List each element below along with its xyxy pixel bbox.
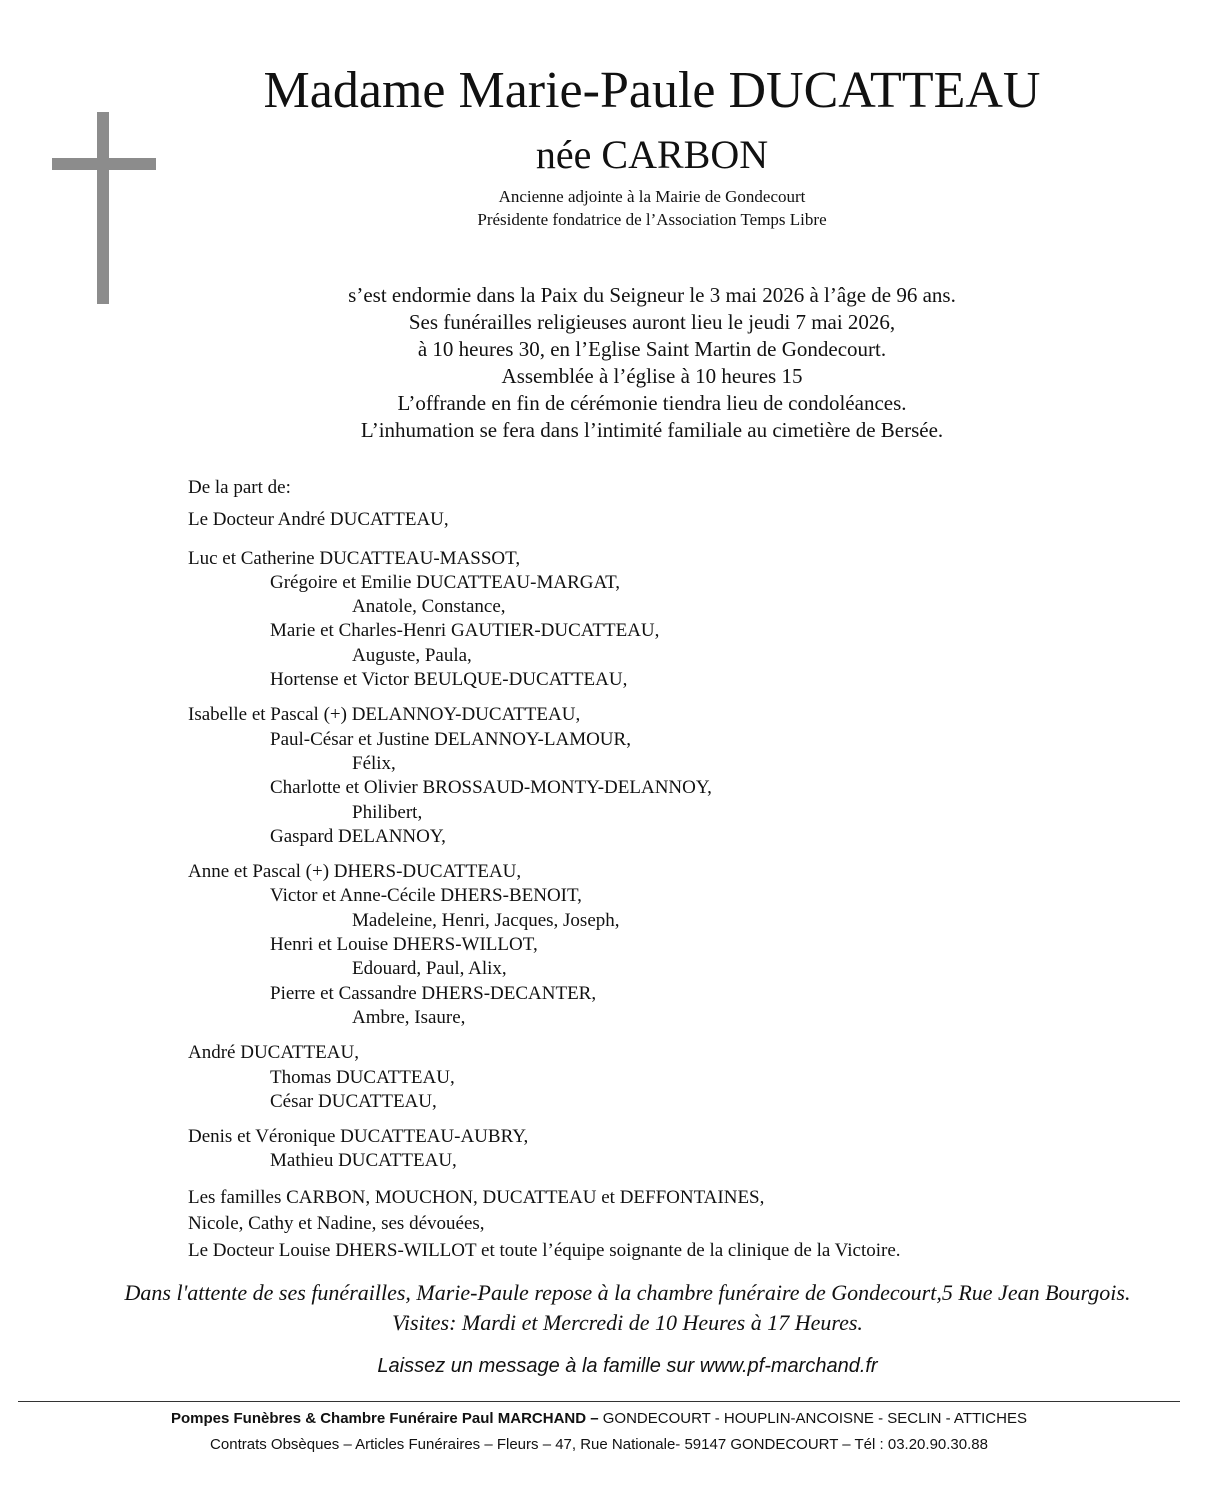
family-member: Denis et Véronique DUCATTEAU-AUBRY, — [188, 1126, 529, 1148]
family-member: Le Docteur André DUCATTEAU, — [188, 509, 449, 531]
family-member: Marie et Charles-Henri GAUTIER-DUCATTEAU, — [270, 620, 660, 642]
message-invitation: Laissez un message à la famille sur www.pf-marchand.fr — [377, 1355, 878, 1377]
family-member: Anatole, Constance, — [352, 596, 506, 618]
family-intro: De la part de: — [188, 477, 291, 498]
role-line: Ancienne adjointe à la Mairie de Gondecourt — [498, 187, 806, 206]
footer-company: Pompes Funèbres & Chambre Funéraire Paul MARCHAND – — [171, 1410, 599, 1427]
announcement-line: Assemblée à l’église à 10 heures 15 — [501, 364, 803, 388]
visit-notice-line: Visites: Mardi et Mercredi de 10 Heures à 17 Heures. — [392, 1310, 863, 1335]
family-member: André DUCATTEAU, — [188, 1042, 359, 1064]
announcement-line: Ses funérailles religieuses auront lieu le jeudi 7 mai 2026, — [408, 310, 896, 334]
family-member: Félix, — [352, 752, 396, 774]
family-member: Philibert, — [352, 801, 423, 823]
announcement-line: L’inhumation se fera dans l’intimité familiale au cimetière de Bersée. — [360, 418, 944, 442]
family-member: Ambre, Isaure, — [352, 1006, 466, 1028]
family-member: Grégoire et Emilie DUCATTEAU-MARGAT, — [270, 571, 621, 593]
family-member: Madeleine, Henri, Jacques, Joseph, — [352, 909, 620, 931]
family-member: Le Docteur Louise DHERS-WILLOT et toute l’équipe soignante de la clinique de la Victoire. — [188, 1239, 901, 1261]
family-member: Charlotte et Olivier BROSSAUD-MONTY-DELANNOY, — [270, 777, 712, 799]
cross-vertical-bar — [97, 112, 109, 304]
family-member: Anne et Pascal (+) DHERS-DUCATTEAU, — [188, 861, 522, 883]
announcement — [130, 282, 1174, 444]
family-member: Victor et Anne-Cécile DHERS-BENOIT, — [270, 885, 582, 907]
family-member: Hortense et Victor BEULQUE-DUCATTEAU, — [270, 669, 628, 691]
divider — [18, 1401, 1180, 1402]
birth-name: née CARBON — [535, 132, 769, 177]
visit-notice-line: Dans l'attente de ses funérailles, Marie-Paule repose à la chambre funéraire de Gondecourt,5 Rue Jean Bourgois. — [124, 1280, 1131, 1305]
announcement-line: à 10 heures 30, en l’Eglise Saint Martin de Gondecourt. — [417, 337, 887, 361]
family-member: Auguste, Paula, — [352, 644, 472, 666]
family-member: Luc et Catherine DUCATTEAU-MASSOT, — [188, 547, 521, 569]
family-member: Isabelle et Pascal (+) DELANNOY-DUCATTEAU, — [188, 704, 581, 726]
family-member: Les familles CARBON, MOUCHON, DUCATTEAU et DEFFONTAINES, — [188, 1186, 765, 1208]
family-member: Mathieu DUCATTEAU, — [270, 1150, 457, 1172]
announcement-line: L’offrande en fin de cérémonie tiendra lieu de condoléances. — [397, 391, 907, 415]
family-tail — [188, 1185, 901, 1265]
family-member: Thomas DUCATTEAU, — [270, 1066, 455, 1088]
family-member: Henri et Louise DHERS-WILLOT, — [270, 934, 538, 956]
role-line: Présidente fondatrice de l’Association Temps Libre — [477, 210, 827, 229]
footer-locations: GONDECOURT - HOUPLIN-ANCOISNE - SECLIN - ATTICHES — [598, 1410, 1027, 1427]
family-member: César DUCATTEAU, — [270, 1090, 437, 1112]
family-member: Pierre et Cassandre DHERS-DECANTER, — [270, 982, 597, 1004]
deceased-name: Madame Marie-Paule DUCATTEAU — [263, 62, 1041, 119]
announcement-line: s’est endormie dans la Paix du Seigneur le 3 mai 2026 à l’âge de 96 ans. — [348, 283, 956, 307]
family-member: Edouard, Paul, Alix, — [352, 958, 507, 980]
visit-notice — [40, 1278, 1214, 1338]
family-member: Nicole, Cathy et Nadine, ses dévouées, — [188, 1213, 485, 1235]
footer-company-line — [18, 1408, 1180, 1430]
family-member: Gaspard DELANNOY, — [270, 825, 446, 847]
family-member: Paul-César et Justine DELANNOY-LAMOUR, — [270, 728, 631, 750]
family-list — [188, 476, 901, 1264]
deceased-roles — [130, 185, 1174, 231]
footer-services: Contrats Obsèques – Articles Funéraires – Fleurs – 47, Rue Nationale- 59147 GONDECOURT – Tél : 03.20.90.30.88 — [210, 1436, 988, 1453]
